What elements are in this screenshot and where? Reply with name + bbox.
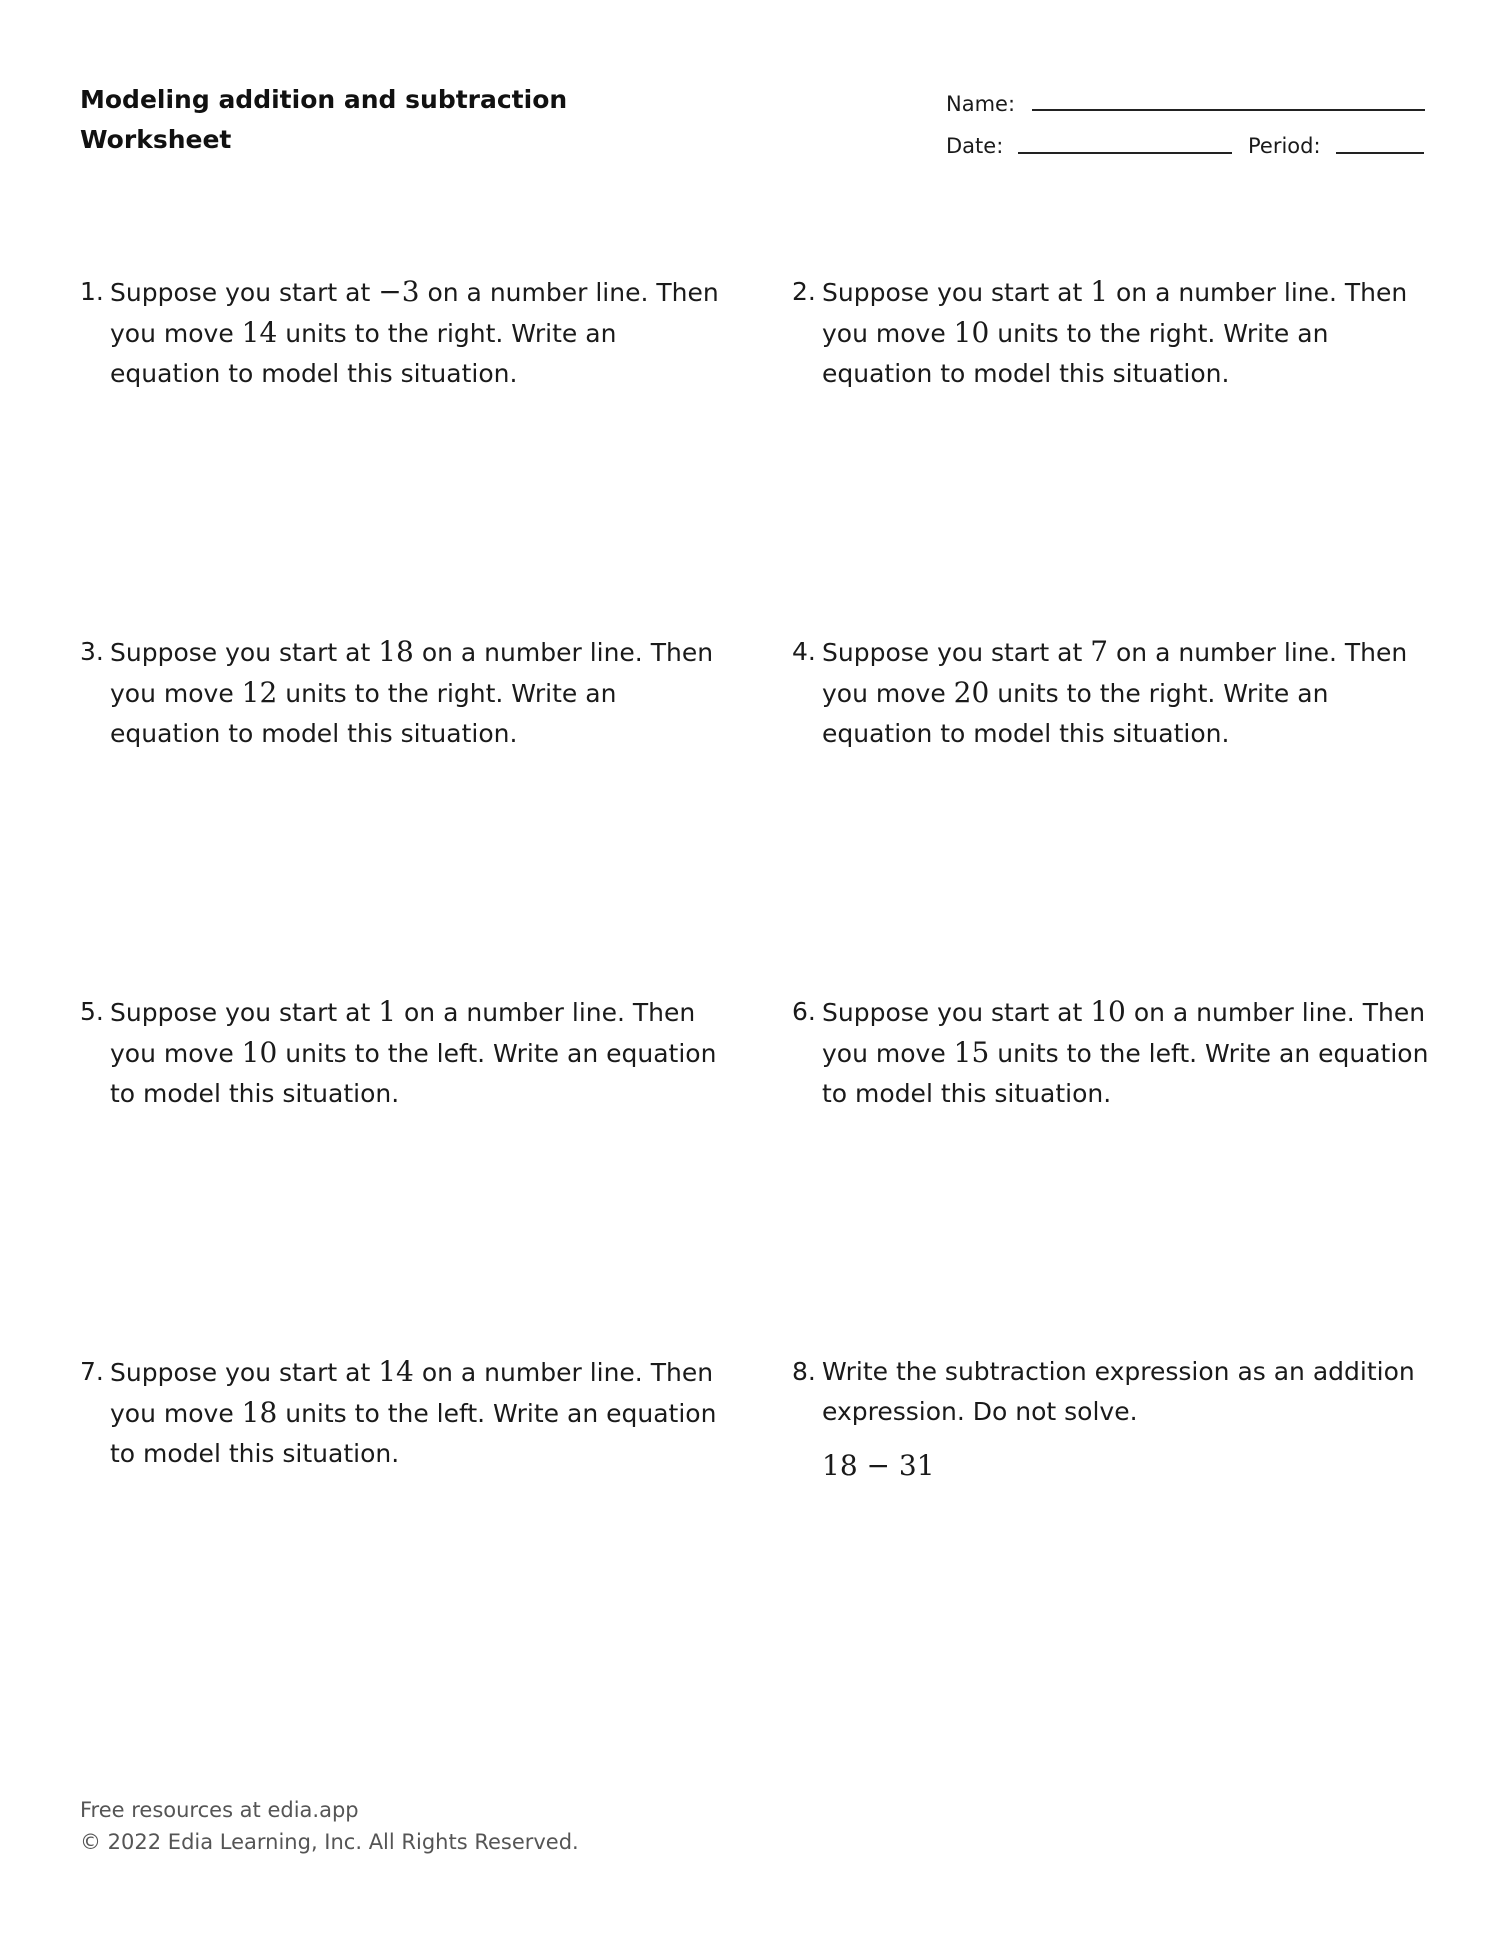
footer-resources: Free resources at edia.app: [80, 1798, 359, 1822]
problem-text: Suppose you start at 10 on a number line. Then you move 15 units to the left. Write an equation to model this situation.: [822, 995, 1429, 1108]
worksheet-title: [80, 80, 567, 160]
footer-copyright: © 2022 Edia Learning, Inc. All Rights Reserved.: [80, 1830, 579, 1854]
date-field-line[interactable]: [1018, 152, 1232, 154]
problem-8: [792, 1352, 1432, 1486]
subtraction-expression: 18 − 31: [822, 1449, 935, 1482]
start-value: 7: [1090, 635, 1109, 668]
problem-text: Suppose you start at 1 on a number line. Then you move 10 units to the right. Write an equation to model this situation.: [822, 275, 1408, 388]
period-field-line[interactable]: [1336, 152, 1424, 154]
problem-number: 8.: [792, 1357, 816, 1386]
move-value: 18: [241, 1396, 278, 1429]
move-value: 15: [953, 1036, 990, 1069]
problem-number: 4.: [792, 637, 816, 666]
footer: [80, 1794, 579, 1858]
problem-text: Suppose you start at −3 on a number line. Then you move 14 units to the right. Write an equation to model this situation.: [110, 275, 719, 388]
start-value: 10: [1090, 995, 1126, 1028]
move-value: 20: [953, 676, 990, 709]
problem-7: [80, 1352, 720, 1474]
move-value: 12: [241, 676, 278, 709]
move-value: 10: [241, 1036, 278, 1069]
problem-number: 1.: [80, 277, 104, 306]
problem-text: Suppose you start at 18 on a number line. Then you move 12 units to the right. Write an equation to model this situation.: [110, 635, 714, 748]
name-field-line[interactable]: [1032, 109, 1425, 111]
problem-6: [792, 992, 1432, 1114]
title-line-1: Modeling addition and subtraction: [80, 85, 568, 114]
problem-number: 3.: [80, 637, 104, 666]
problem-number: 5.: [80, 997, 104, 1026]
problem-5: [80, 992, 720, 1114]
problem-number: 7.: [80, 1357, 104, 1386]
period-label: Period:: [1248, 134, 1321, 158]
title-line-2: Worksheet: [80, 125, 232, 154]
problem-2: [792, 272, 1432, 394]
move-value: 14: [241, 316, 278, 349]
problem-number: 2.: [792, 277, 816, 306]
problem-number: 6.: [792, 997, 816, 1026]
start-value: 14: [378, 1355, 414, 1388]
start-value: 18: [378, 635, 414, 668]
problem-text: Suppose you start at 1 on a number line. Then you move 10 units to the left. Write an equation to model this situation.: [110, 995, 717, 1108]
start-value: 1: [378, 995, 397, 1028]
name-label: Name:: [946, 92, 1016, 116]
move-value: 10: [953, 316, 990, 349]
date-label: Date:: [946, 134, 1004, 158]
start-value: −3: [378, 275, 420, 308]
start-value: 1: [1090, 275, 1109, 308]
problem-4: [792, 632, 1432, 754]
problem-text: Suppose you start at 7 on a number line. Then you move 20 units to the right. Write an equation to model this situation.: [822, 635, 1408, 748]
problem-3: [80, 632, 720, 754]
problem-text: Suppose you start at 14 on a number line. Then you move 18 units to the left. Write an equation to model this situation.: [110, 1355, 717, 1468]
problem-text: Write the subtraction expression as an addition expression. Do not solve.: [822, 1357, 1415, 1426]
problem-1: [80, 272, 720, 394]
